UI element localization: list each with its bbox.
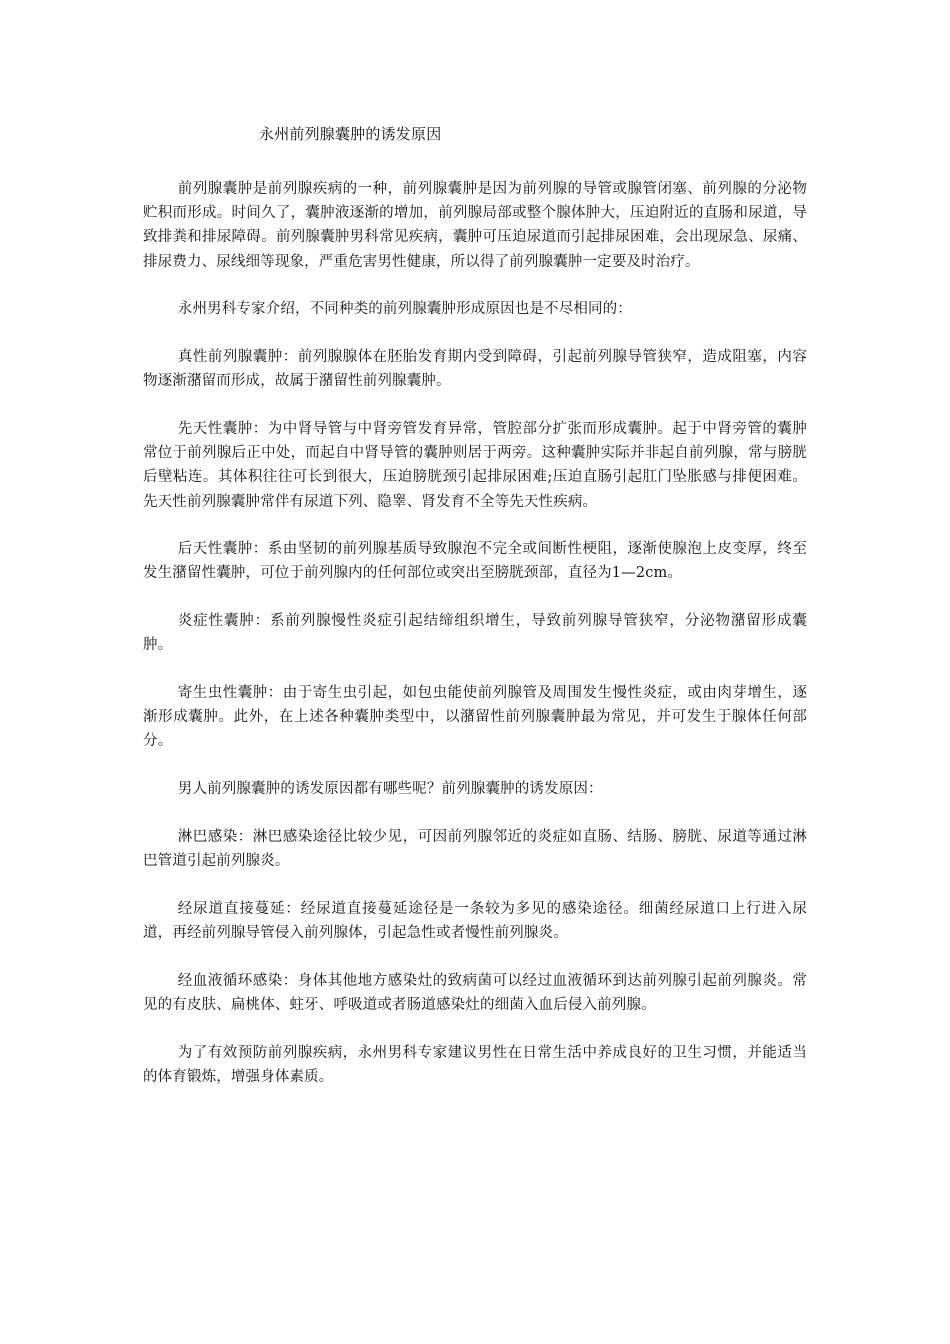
paragraph-inflammatory-cyst: 炎症性囊肿：系前列腺慢性炎症引起结缔组织增生，导致前列腺导管狭窄，分泌物潴留形成囊肿。 (143, 613, 807, 654)
document-body (143, 177, 807, 1089)
paragraph-true-cyst: 真性前列腺囊肿：前列腺腺体在胚胎发育期内受到障碍，引起前列腺导管狭窄，造成阻塞，内容物逐渐潴留而形成，故属于潴留性前列腺囊肿。 (143, 349, 807, 390)
paragraph-congenital-cyst: 先天性囊肿：为中肾导管与中肾旁管发育异常，管腔部分扩张而形成囊肿。起于中肾旁管的囊肿常位于前列腺后正中处，而起自中肾导管的囊肿则居于两旁。这种囊肿实际并非起自前列腺，常与膀胱后壁粘连。其体积往往可长到很大，压迫膀胱颈引起排尿困难;压迫直肠引起肛门坠胀感与排便困难。先天性前列腺囊肿常伴有尿道下列、隐睾、肾发育不全等先天性疾病。 (143, 420, 807, 510)
paragraph-causes-question: 男人前列腺囊肿的诱发原因都有哪些呢？前列腺囊肿的诱发原因： (177, 781, 603, 798)
paragraph-lymph-infection: 淋巴感染：淋巴感染途径比较少见，可因前列腺邻近的炎症如直肠、结肠、膀胱、尿道等通过淋巴管道引起前列腺炎。 (143, 828, 807, 870)
document-page (143, 122, 807, 1112)
paragraph-acquired-cyst: 后天性囊肿：系由坚韧的前列腺基质导致腺泡不完全或间断性梗阻，逐渐使腺泡上皮变厚，终至发生潴留性囊肿，可位于前列腺内的任何部位或突出至膀胱颈部，直径为1—2cm。 (143, 541, 807, 582)
paragraph-expert-intro: 永州男科专家介绍，不同种类的前列腺囊肿形成原因也是不尽相同的： (177, 301, 632, 318)
paragraph-urethral-spread: 经尿道直接蔓延：经尿道直接蔓延途径是一条较为多见的感染途径。细菌经尿道口上行进入尿道，再经前列腺导管侵入前列腺体，引起急性或者慢性前列腺炎。 (143, 900, 807, 941)
paragraph-prevention: 为了有效预防前列腺疾病，永州男科专家建议男性在日常生活中养成良好的卫生习惯，并能适当的体育锻炼，增强身体素质。 (143, 1044, 807, 1085)
paragraph-intro: 前列腺囊肿是前列腺疾病的一种，前列腺囊肿是因为前列腺的导管或腺管闭塞、前列腺的分泌物贮积而形成。时间久了，囊肿液逐渐的增加，前列腺局部或整个腺体肿大，压迫附近的直肠和尿道，导致排粪和排尿障碍。前列腺囊肿男科常见疾病，囊肿可压迫尿道而引起排尿困难，会出现尿急、尿痛、排尿费力、尿线细等现象，严重危害男性健康，所以得了前列腺囊肿一定要及时治疗。 (143, 181, 807, 270)
document-title: 永州前列腺囊肿的诱发原因 (259, 125, 442, 143)
paragraph-blood-infection: 经血液循环感染：身体其他地方感染灶的致病菌可以经过血液循环到达前列腺引起前列腺炎。常见的有皮肤、扁桃体、蛀牙、呼吸道或者肠道感染灶的细菌入血后侵入前列腺。 (143, 972, 807, 1013)
paragraph-parasitic-cyst: 寄生虫性囊肿：由于寄生虫引起，如包虫能使前列腺管及周围发生慢性炎症，或由肉芽增生，逐渐形成囊肿。此外，在上述各种囊肿类型中，以潴留性前列腺囊肿最为常见，并可发生于腺体任何部分。 (143, 685, 807, 750)
